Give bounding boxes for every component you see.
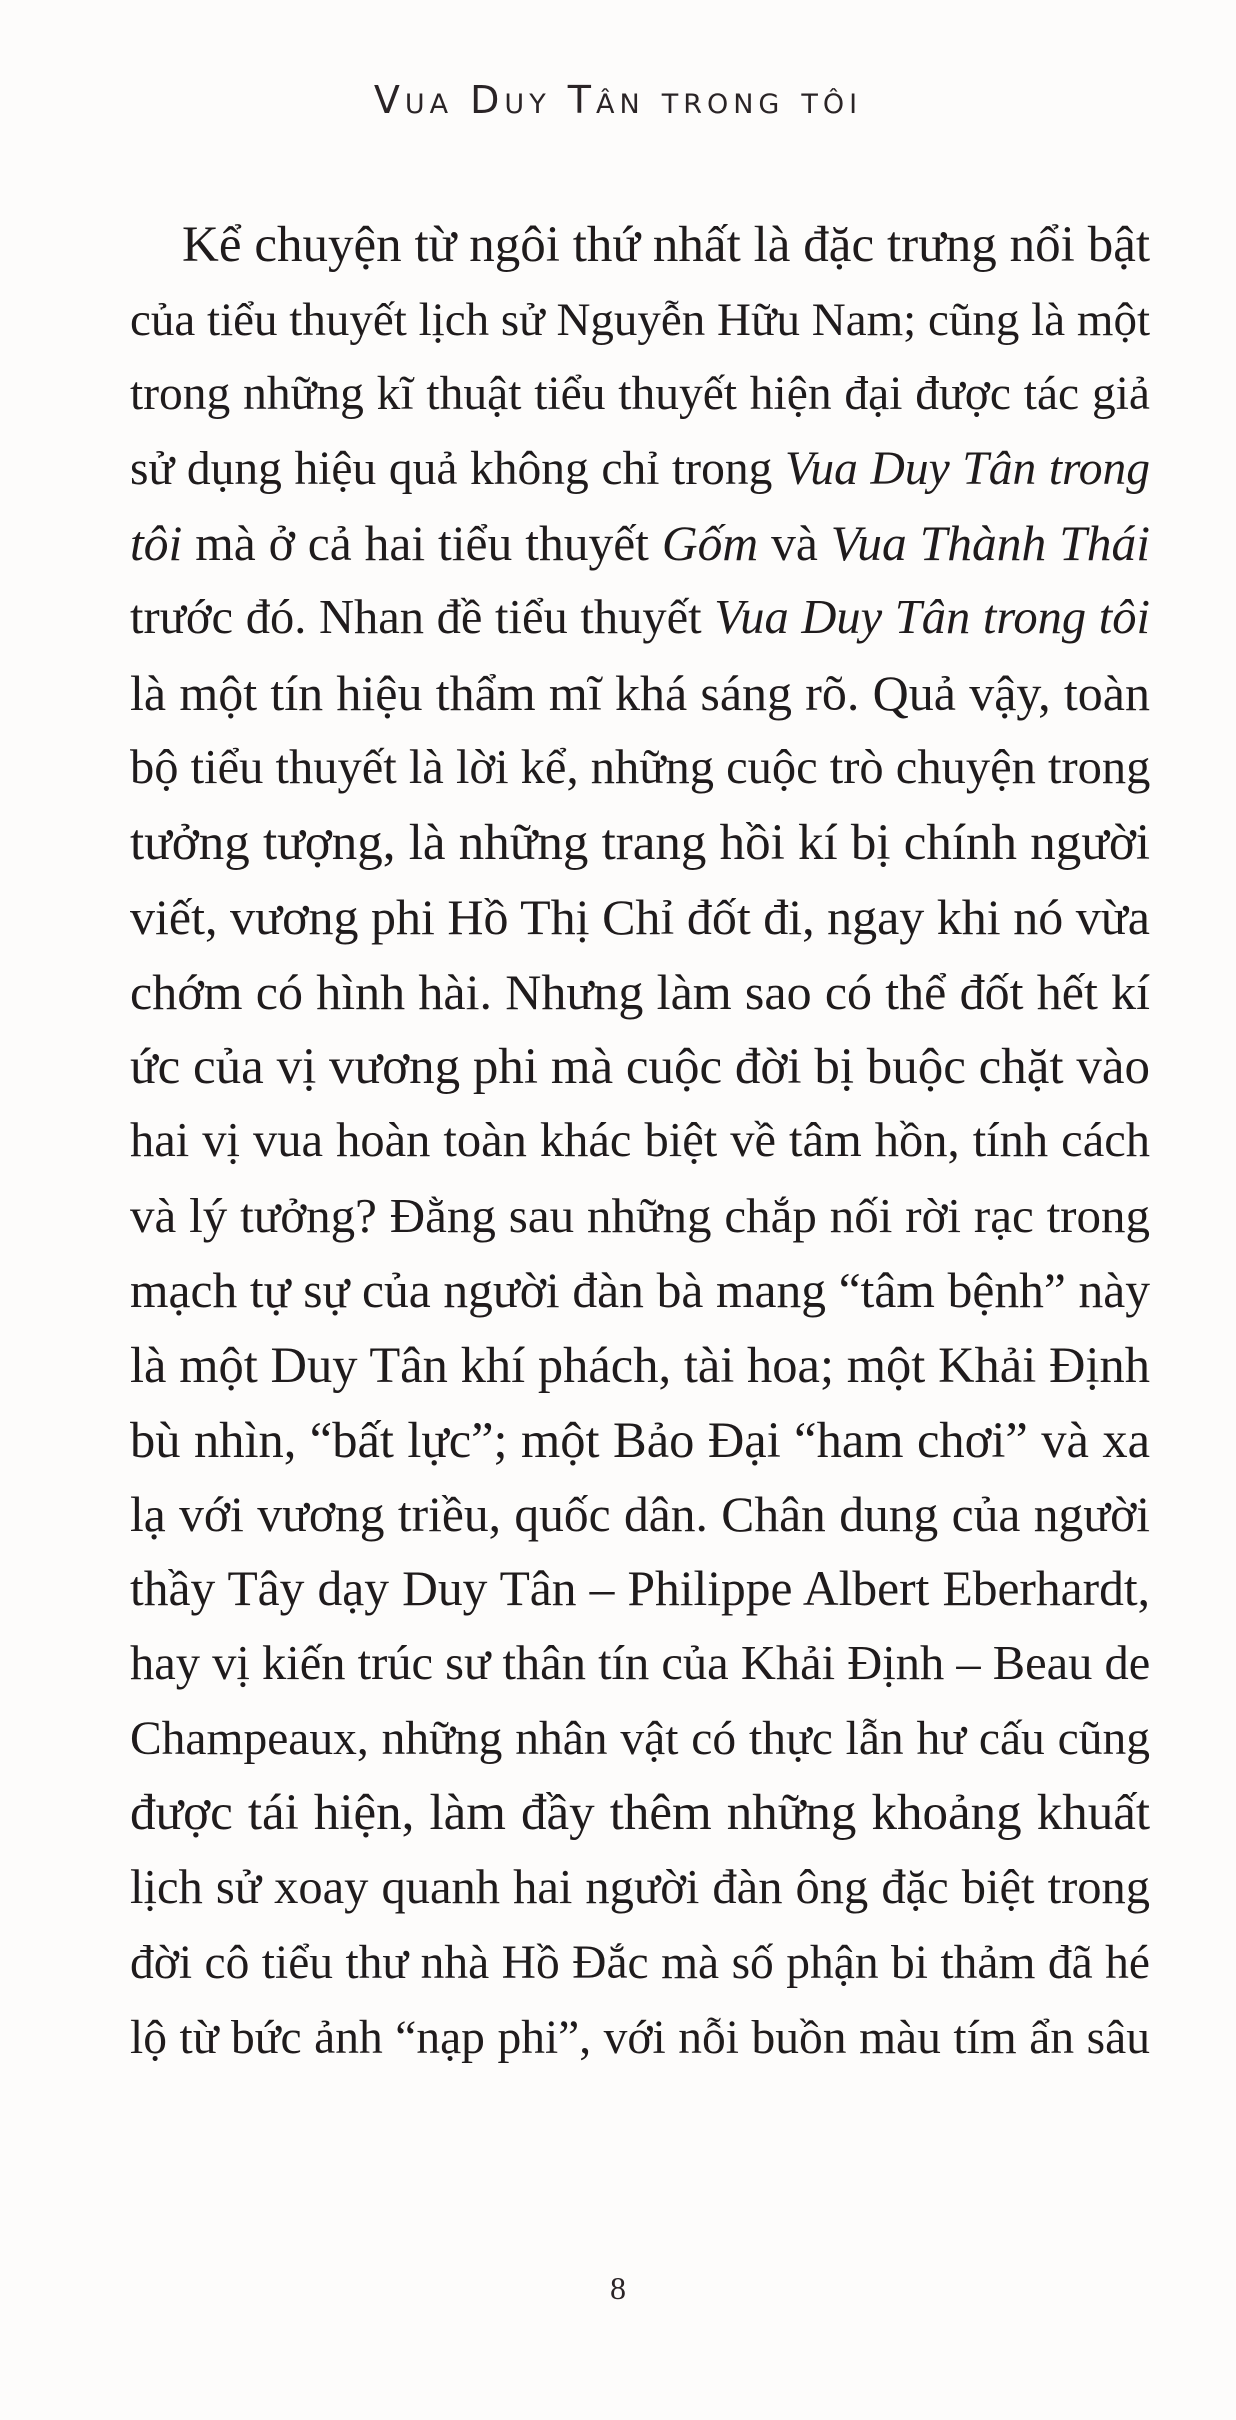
text-line-15: mạch tự sự của người đàn bà mang “tâm bệnh” này bbox=[130, 1262, 1150, 1318]
text-line-13: hai vị vua hoàn toàn khác biệt về tâm hồn, tính cách bbox=[130, 1114, 1150, 1168]
book-title-italic: Gốm bbox=[661, 515, 759, 571]
text-line-6: trước đó. Nhan đề tiểu thuyết Vua Duy Tân trong tôi bbox=[130, 591, 1150, 645]
text-line-3: trong những kĩ thuật tiểu thuyết hiện đại được tác giả bbox=[130, 368, 1150, 421]
text-line-5: tôi mà ở cả hai tiểu thuyết Gốm và Vua Thành Thái bbox=[130, 515, 1150, 571]
text-line-8: bộ tiểu thuyết là lời kể, những cuộc trò chuyện trong bbox=[130, 740, 1151, 794]
text-line-25: lộ từ bức ảnh “nạp phi”, với nỗi buồn màu tím ẩn sâu bbox=[130, 2011, 1150, 2064]
text-line-17: bù nhìn, “bất lực”; một Bảo Đại “ham chơi” và xa bbox=[130, 1412, 1150, 1468]
text-line-2: của tiểu thuyết lịch sử Nguyễn Hữu Nam; cũng là một bbox=[130, 293, 1150, 346]
text-line-21: Champeaux, những nhân vật có thực lẫn hư cấu cũng bbox=[130, 1712, 1150, 1765]
text-line-18: lạ với vương triều, quốc dân. Chân dung của người bbox=[130, 1486, 1150, 1542]
text-line-7: là một tín hiệu thẩm mĩ khá sáng rõ. Quả vậy, toàn bbox=[130, 665, 1150, 722]
text-line-1: Kể chuyện từ ngôi thứ nhất là đặc trưng nổi bật bbox=[182, 217, 1150, 273]
text-line-11: chớm có hình hài. Nhưng làm sao có thể đốt hết kí bbox=[130, 963, 1150, 1020]
body-text bbox=[130, 208, 1150, 2075]
text-line-4: sử dụng hiệu quả không chỉ trong Vua Duy Tân trong bbox=[130, 443, 1150, 496]
text-line-23: lịch sử xoay quanh hai người đàn ông đặc biệt trong bbox=[130, 1861, 1150, 1915]
book-title-italic: Vua Duy Tân trong bbox=[784, 443, 1150, 496]
text-line-20: hay vị kiến trúc sư thân tín của Khải Định – Beau de bbox=[130, 1637, 1151, 1691]
text-line-10: viết, vương phi Hồ Thị Chỉ đốt đi, ngay khi nó vừa bbox=[130, 889, 1150, 946]
page-number: 8 bbox=[610, 2270, 626, 2306]
text-line-24: đời cô tiểu thư nhà Hồ Đắc mà số phận bi thảm đã hé bbox=[130, 1936, 1150, 1989]
text-line-12: ức của vị vương phi mà cuộc đời bị buộc chặt vào bbox=[130, 1038, 1150, 1095]
text-line-22: được tái hiện, làm đầy thêm những khoảng khuất bbox=[130, 1785, 1150, 1842]
text-line-9: tưởng tượng, là những trang hồi kí bị chính người bbox=[130, 814, 1150, 871]
text-line-14: và lý tưởng? Đằng sau những chắp nối rời rạc trong bbox=[130, 1187, 1150, 1243]
book-title-italic: Vua Duy Tân trong tôi bbox=[714, 591, 1150, 645]
text-line-16: là một Duy Tân khí phách, tài hoa; một Khải Định bbox=[130, 1337, 1150, 1394]
book-title-italic: tôi bbox=[130, 515, 183, 571]
text-line-19: thầy Tây dạy Duy Tân – Philippe Albert Eberhardt, bbox=[130, 1561, 1150, 1617]
running-head: Vua Duy Tân trong tôi bbox=[373, 78, 863, 122]
book-title-italic: Vua Thành Thái bbox=[830, 515, 1150, 571]
